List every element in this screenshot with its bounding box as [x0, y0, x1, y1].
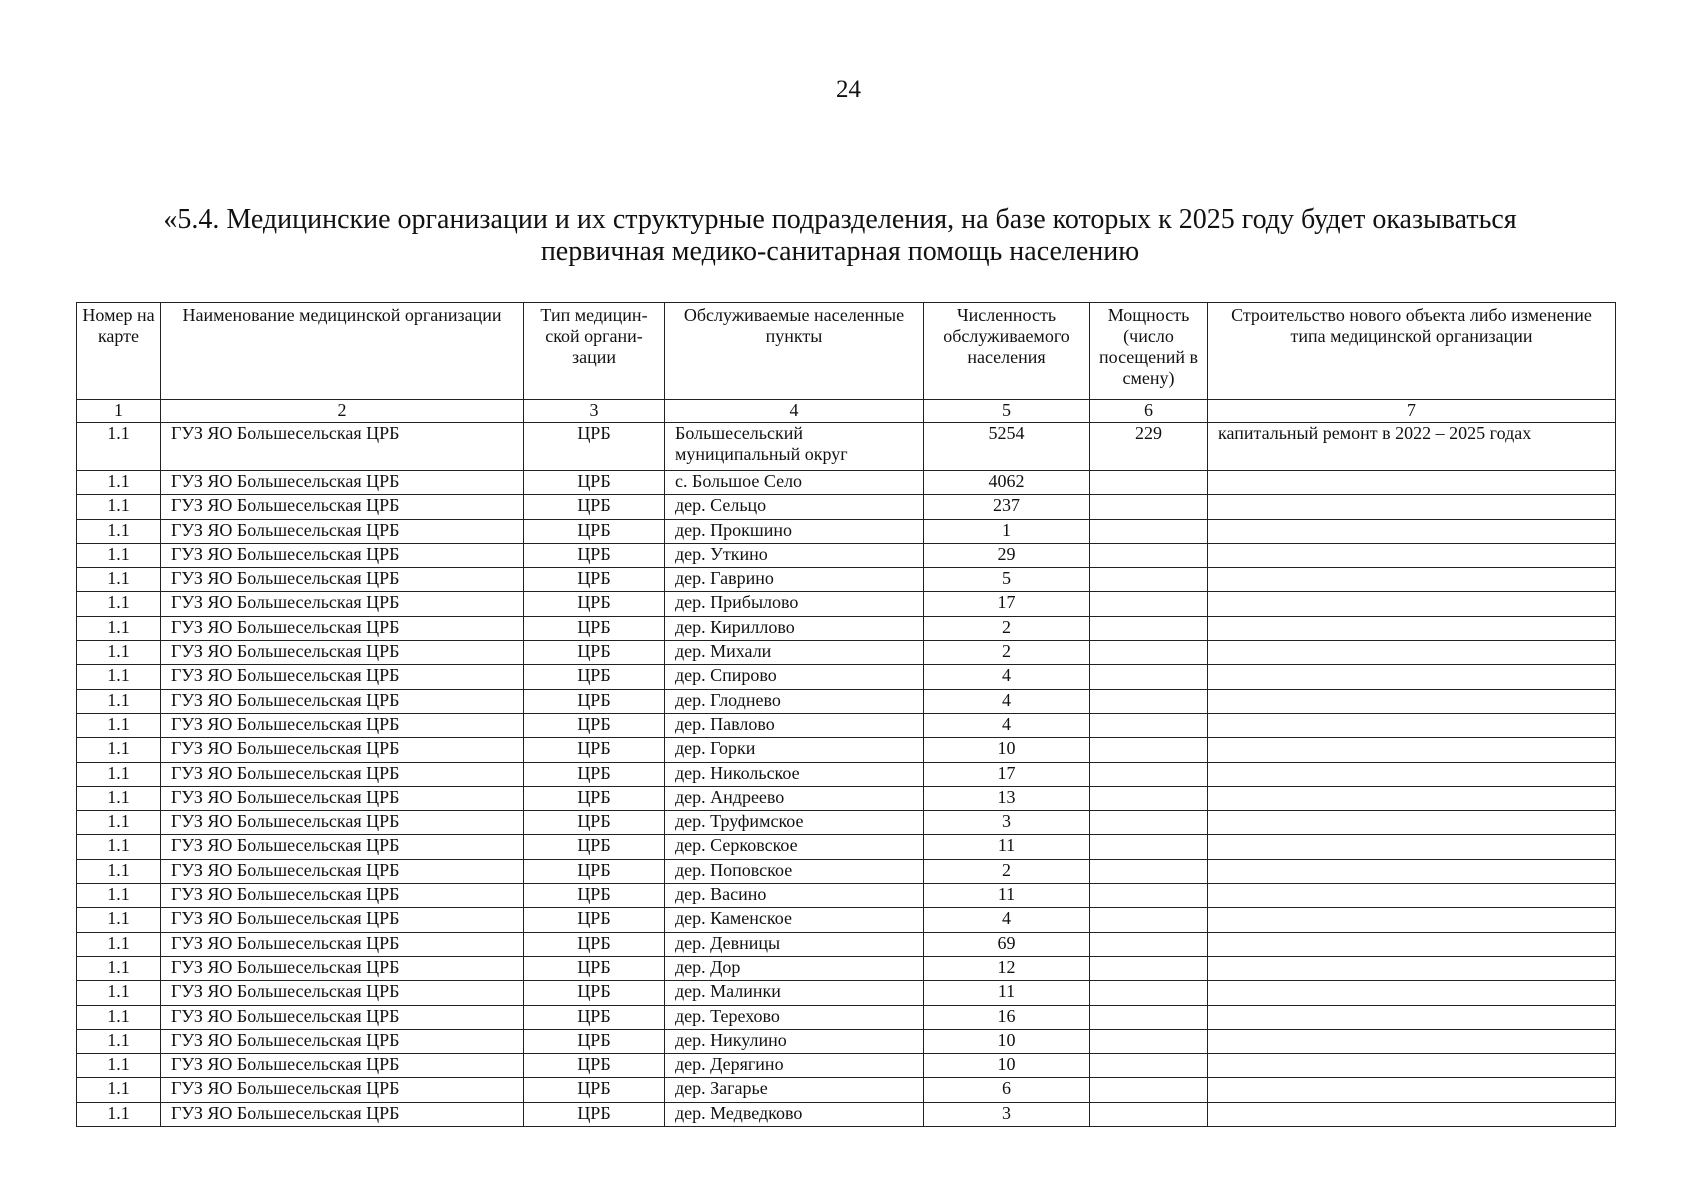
table-row: [77, 471, 1616, 495]
cell-construction: [1208, 1078, 1616, 1102]
cell-map-number: 1.1: [77, 908, 161, 932]
cell-locality: дер. Никольское: [665, 762, 924, 786]
cell-map-number: 1.1: [77, 543, 161, 567]
cell-locality: с. Большое Село: [665, 471, 924, 495]
table-row: [77, 592, 1616, 616]
cell-construction: [1208, 932, 1616, 956]
cell-map-number: 1.1: [77, 981, 161, 1005]
table-row: [77, 762, 1616, 786]
cell-construction: [1208, 616, 1616, 640]
cell-org-type: ЦРБ: [524, 956, 665, 980]
cell-locality: дер. Терехово: [665, 1005, 924, 1029]
cell-org-type: ЦРБ: [524, 713, 665, 737]
cell-org-type: ЦРБ: [524, 568, 665, 592]
cell-map-number: 1.1: [77, 1054, 161, 1078]
table-row: [77, 641, 1616, 665]
cell-organization: ГУЗ ЯО Большесельская ЦРБ: [161, 543, 524, 567]
cell-population: 11: [924, 835, 1090, 859]
cell-organization: ГУЗ ЯО Большесельская ЦРБ: [161, 1102, 524, 1126]
cell-organization: ГУЗ ЯО Большесельская ЦРБ: [161, 592, 524, 616]
cell-capacity: [1090, 543, 1208, 567]
column-number: 1: [77, 400, 161, 423]
cell-population: 17: [924, 592, 1090, 616]
cell-org-type: ЦРБ: [524, 1054, 665, 1078]
cell-organization: ГУЗ ЯО Большесельская ЦРБ: [161, 981, 524, 1005]
cell-construction: [1208, 786, 1616, 810]
cell-population: 2: [924, 859, 1090, 883]
cell-map-number: 1.1: [77, 835, 161, 859]
table-row: [77, 786, 1616, 810]
cell-organization: ГУЗ ЯО Большесельская ЦРБ: [161, 786, 524, 810]
cell-construction: [1208, 1102, 1616, 1126]
cell-org-type: ЦРБ: [524, 665, 665, 689]
cell-construction: [1208, 956, 1616, 980]
cell-org-type: ЦРБ: [524, 423, 665, 471]
cell-population: 1: [924, 519, 1090, 543]
cell-locality: дер. Горки: [665, 738, 924, 762]
cell-construction: [1208, 592, 1616, 616]
header-org-type: Тип медицин-ской органи-зации: [524, 303, 665, 400]
cell-organization: ГУЗ ЯО Большесельская ЦРБ: [161, 932, 524, 956]
cell-org-type: ЦРБ: [524, 1029, 665, 1053]
cell-org-type: ЦРБ: [524, 1005, 665, 1029]
table-row: [77, 665, 1616, 689]
cell-map-number: 1.1: [77, 1102, 161, 1126]
column-number: 5: [924, 400, 1090, 423]
cell-organization: ГУЗ ЯО Большесельская ЦРБ: [161, 835, 524, 859]
cell-organization: ГУЗ ЯО Большесельская ЦРБ: [161, 1005, 524, 1029]
column-number: 6: [1090, 400, 1208, 423]
cell-population: 3: [924, 811, 1090, 835]
cell-capacity: [1090, 811, 1208, 835]
cell-capacity: [1090, 1078, 1208, 1102]
cell-map-number: 1.1: [77, 592, 161, 616]
header-population: Численность обслуживаемого населения: [924, 303, 1090, 400]
cell-organization: ГУЗ ЯО Большесельская ЦРБ: [161, 762, 524, 786]
cell-construction: [1208, 471, 1616, 495]
table-row: [77, 495, 1616, 519]
cell-map-number: 1.1: [77, 956, 161, 980]
header-map-number: Номер на карте: [77, 303, 161, 400]
table-row: [77, 543, 1616, 567]
cell-map-number: 1.1: [77, 568, 161, 592]
header-localities: Обслуживаемые населенные пункты: [665, 303, 924, 400]
cell-capacity: [1090, 568, 1208, 592]
cell-capacity: [1090, 471, 1208, 495]
cell-construction: [1208, 908, 1616, 932]
cell-organization: ГУЗ ЯО Большесельская ЦРБ: [161, 519, 524, 543]
cell-map-number: 1.1: [77, 665, 161, 689]
cell-locality: дер. Никулино: [665, 1029, 924, 1053]
cell-org-type: ЦРБ: [524, 1078, 665, 1102]
table-row: [77, 835, 1616, 859]
cell-capacity: [1090, 665, 1208, 689]
cell-capacity: [1090, 932, 1208, 956]
cell-map-number: 1.1: [77, 1029, 161, 1053]
cell-capacity: [1090, 641, 1208, 665]
cell-map-number: 1.1: [77, 713, 161, 737]
cell-locality: дер. Труфимское: [665, 811, 924, 835]
cell-map-number: 1.1: [77, 495, 161, 519]
cell-org-type: ЦРБ: [524, 859, 665, 883]
cell-org-type: ЦРБ: [524, 932, 665, 956]
cell-capacity: [1090, 713, 1208, 737]
cell-map-number: 1.1: [77, 471, 161, 495]
cell-map-number: 1.1: [77, 689, 161, 713]
cell-org-type: ЦРБ: [524, 811, 665, 835]
cell-capacity: [1090, 592, 1208, 616]
cell-org-type: ЦРБ: [524, 689, 665, 713]
table-row: [77, 616, 1616, 640]
cell-org-type: ЦРБ: [524, 762, 665, 786]
table-row: [77, 1078, 1616, 1102]
cell-capacity: [1090, 1054, 1208, 1078]
table-row: [77, 884, 1616, 908]
title-line-2: первичная медико-санитарная помощь населению: [540, 236, 1140, 267]
cell-locality: дер. Гаврино: [665, 568, 924, 592]
cell-map-number: 1.1: [77, 1005, 161, 1029]
column-number: 4: [665, 400, 924, 423]
table-row: [77, 1102, 1616, 1126]
cell-locality: дер. Кириллово: [665, 616, 924, 640]
cell-population: 29: [924, 543, 1090, 567]
cell-capacity: [1090, 1102, 1208, 1126]
cell-population: 237: [924, 495, 1090, 519]
cell-population: 11: [924, 884, 1090, 908]
cell-locality: дер. Медведково: [665, 1102, 924, 1126]
cell-capacity: [1090, 495, 1208, 519]
cell-map-number: 1.1: [77, 519, 161, 543]
cell-locality: дер. Сельцо: [665, 495, 924, 519]
cell-org-type: ЦРБ: [524, 543, 665, 567]
cell-construction: [1208, 641, 1616, 665]
cell-map-number: 1.1: [77, 1078, 161, 1102]
cell-population: 69: [924, 932, 1090, 956]
cell-organization: ГУЗ ЯО Большесельская ЦРБ: [161, 811, 524, 835]
page-number: 24: [836, 76, 861, 103]
cell-construction: [1208, 543, 1616, 567]
cell-locality: дер. Загарье: [665, 1078, 924, 1102]
cell-locality: дер. Дерягино: [665, 1054, 924, 1078]
cell-org-type: ЦРБ: [524, 786, 665, 810]
cell-organization: ГУЗ ЯО Большесельская ЦРБ: [161, 859, 524, 883]
cell-locality: дер. Спирово: [665, 665, 924, 689]
cell-org-type: ЦРБ: [524, 884, 665, 908]
cell-organization: ГУЗ ЯО Большесельская ЦРБ: [161, 641, 524, 665]
cell-construction: [1208, 495, 1616, 519]
cell-map-number: 1.1: [77, 932, 161, 956]
cell-capacity: [1090, 908, 1208, 932]
table-row: [77, 981, 1616, 1005]
cell-map-number: 1.1: [77, 423, 161, 471]
cell-construction: капитальный ремонт в 2022 – 2025 годах: [1208, 423, 1616, 471]
cell-construction: [1208, 762, 1616, 786]
table-row: [77, 1029, 1616, 1053]
cell-construction: [1208, 519, 1616, 543]
cell-org-type: ЦРБ: [524, 519, 665, 543]
table-body: [77, 423, 1616, 1127]
column-number: 2: [161, 400, 524, 423]
cell-population: 4: [924, 713, 1090, 737]
cell-organization: ГУЗ ЯО Большесельская ЦРБ: [161, 423, 524, 471]
cell-organization: ГУЗ ЯО Большесельская ЦРБ: [161, 908, 524, 932]
cell-map-number: 1.1: [77, 859, 161, 883]
cell-org-type: ЦРБ: [524, 592, 665, 616]
table-row: [77, 689, 1616, 713]
cell-construction: [1208, 689, 1616, 713]
cell-org-type: ЦРБ: [524, 835, 665, 859]
cell-locality: дер. Прокшино: [665, 519, 924, 543]
table-row: [77, 956, 1616, 980]
column-number-row: [77, 400, 1616, 423]
table-row: [77, 932, 1616, 956]
cell-locality: Большесельский муниципальный округ: [665, 423, 924, 471]
cell-population: 17: [924, 762, 1090, 786]
cell-construction: [1208, 738, 1616, 762]
cell-org-type: ЦРБ: [524, 471, 665, 495]
title-line-1: «5.4. Медицинские организации и их структурные подразделения, на базе которых к 2025 году будет оказываться: [163, 204, 1517, 235]
table-row: [77, 859, 1616, 883]
cell-locality: дер. Глоднево: [665, 689, 924, 713]
cell-population: 4: [924, 689, 1090, 713]
cell-locality: дер. Уткино: [665, 543, 924, 567]
cell-organization: ГУЗ ЯО Большесельская ЦРБ: [161, 616, 524, 640]
cell-population: 10: [924, 1029, 1090, 1053]
header-construction: Строительство нового объекта либо изменение типа медицинской организации: [1208, 303, 1616, 400]
cell-capacity: [1090, 884, 1208, 908]
cell-locality: дер. Серковское: [665, 835, 924, 859]
document-title: [80, 204, 1600, 268]
cell-capacity: [1090, 956, 1208, 980]
cell-org-type: ЦРБ: [524, 908, 665, 932]
cell-capacity: [1090, 859, 1208, 883]
cell-population: 13: [924, 786, 1090, 810]
table-row: [77, 1054, 1616, 1078]
cell-locality: дер. Прибылово: [665, 592, 924, 616]
cell-population: 4062: [924, 471, 1090, 495]
cell-construction: [1208, 665, 1616, 689]
table-row: [77, 1005, 1616, 1029]
cell-organization: ГУЗ ЯО Большесельская ЦРБ: [161, 1029, 524, 1053]
cell-population: 4: [924, 665, 1090, 689]
table-row: [77, 519, 1616, 543]
cell-population: 11: [924, 981, 1090, 1005]
header-row: [77, 303, 1616, 400]
cell-locality: дер. Васино: [665, 884, 924, 908]
cell-population: 2: [924, 616, 1090, 640]
cell-population: 4: [924, 908, 1090, 932]
table-row: [77, 908, 1616, 932]
cell-capacity: [1090, 835, 1208, 859]
cell-capacity: [1090, 738, 1208, 762]
cell-organization: ГУЗ ЯО Большесельская ЦРБ: [161, 1054, 524, 1078]
cell-org-type: ЦРБ: [524, 738, 665, 762]
cell-construction: [1208, 713, 1616, 737]
cell-map-number: 1.1: [77, 786, 161, 810]
cell-locality: дер. Андреево: [665, 786, 924, 810]
cell-construction: [1208, 1054, 1616, 1078]
cell-organization: ГУЗ ЯО Большесельская ЦРБ: [161, 713, 524, 737]
column-number: 3: [524, 400, 665, 423]
cell-construction: [1208, 859, 1616, 883]
cell-construction: [1208, 568, 1616, 592]
cell-organization: ГУЗ ЯО Большесельская ЦРБ: [161, 1078, 524, 1102]
cell-organization: ГУЗ ЯО Большесельская ЦРБ: [161, 568, 524, 592]
cell-org-type: ЦРБ: [524, 641, 665, 665]
cell-capacity: [1090, 786, 1208, 810]
cell-construction: [1208, 835, 1616, 859]
cell-population: 10: [924, 738, 1090, 762]
cell-population: 6: [924, 1078, 1090, 1102]
table-row: [77, 811, 1616, 835]
cell-construction: [1208, 884, 1616, 908]
cell-organization: ГУЗ ЯО Большесельская ЦРБ: [161, 689, 524, 713]
column-number: 7: [1208, 400, 1616, 423]
table-row: [77, 713, 1616, 737]
cell-locality: дер. Каменское: [665, 908, 924, 932]
cell-capacity: [1090, 689, 1208, 713]
cell-locality: дер. Дор: [665, 956, 924, 980]
table-row: [77, 738, 1616, 762]
cell-map-number: 1.1: [77, 811, 161, 835]
cell-org-type: ЦРБ: [524, 495, 665, 519]
cell-organization: ГУЗ ЯО Большесельская ЦРБ: [161, 956, 524, 980]
table-row: [77, 568, 1616, 592]
cell-locality: дер. Малинки: [665, 981, 924, 1005]
cell-locality: дер. Поповское: [665, 859, 924, 883]
cell-organization: ГУЗ ЯО Большесельская ЦРБ: [161, 884, 524, 908]
cell-org-type: ЦРБ: [524, 1102, 665, 1126]
cell-capacity: [1090, 981, 1208, 1005]
cell-capacity: [1090, 1029, 1208, 1053]
cell-capacity: [1090, 762, 1208, 786]
cell-population: 2: [924, 641, 1090, 665]
cell-capacity: 229: [1090, 423, 1208, 471]
cell-organization: ГУЗ ЯО Большесельская ЦРБ: [161, 738, 524, 762]
cell-construction: [1208, 1005, 1616, 1029]
cell-locality: дер. Павлово: [665, 713, 924, 737]
cell-organization: ГУЗ ЯО Большесельская ЦРБ: [161, 471, 524, 495]
cell-org-type: ЦРБ: [524, 616, 665, 640]
cell-map-number: 1.1: [77, 641, 161, 665]
cell-population: 5: [924, 568, 1090, 592]
cell-map-number: 1.1: [77, 762, 161, 786]
cell-population: 10: [924, 1054, 1090, 1078]
cell-organization: ГУЗ ЯО Большесельская ЦРБ: [161, 665, 524, 689]
cell-construction: [1208, 981, 1616, 1005]
cell-construction: [1208, 811, 1616, 835]
cell-population: 5254: [924, 423, 1090, 471]
organizations-table: [76, 302, 1616, 1127]
cell-map-number: 1.1: [77, 884, 161, 908]
table-row: [77, 423, 1616, 471]
cell-population: 16: [924, 1005, 1090, 1029]
cell-population: 3: [924, 1102, 1090, 1126]
header-organization: Наименование медицинской организации: [161, 303, 524, 400]
cell-capacity: [1090, 519, 1208, 543]
cell-locality: дер. Девницы: [665, 932, 924, 956]
cell-capacity: [1090, 616, 1208, 640]
header-capacity: Мощность (число посещений в смену): [1090, 303, 1208, 400]
cell-population: 12: [924, 956, 1090, 980]
cell-organization: ГУЗ ЯО Большесельская ЦРБ: [161, 495, 524, 519]
cell-org-type: ЦРБ: [524, 981, 665, 1005]
cell-construction: [1208, 1029, 1616, 1053]
cell-locality: дер. Михали: [665, 641, 924, 665]
cell-capacity: [1090, 1005, 1208, 1029]
cell-map-number: 1.1: [77, 616, 161, 640]
cell-map-number: 1.1: [77, 738, 161, 762]
